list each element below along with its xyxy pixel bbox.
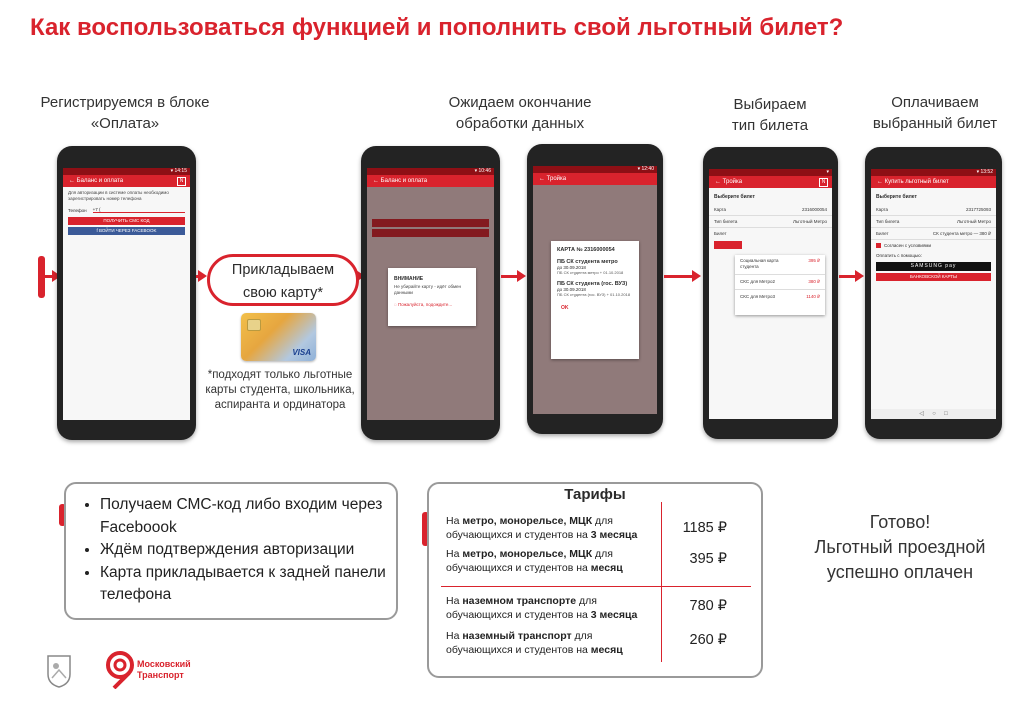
- phone5-heading: Выберите билет: [876, 194, 917, 200]
- step4-caption-line1: Оплачиваем: [891, 94, 979, 111]
- back-arrow-icon[interactable]: ←: [539, 176, 545, 182]
- card-label: Карта: [714, 207, 727, 212]
- done-line3: успешно оплачен: [826, 562, 974, 582]
- status-bar: ▾ 10:46: [367, 168, 494, 175]
- status-bar: ▾ 13:52: [871, 169, 996, 176]
- tariff-row-1: [446, 514, 656, 542]
- type-label: Тип билета: [876, 219, 900, 224]
- type-select[interactable]: Льготный Метро: [792, 219, 827, 224]
- phone4-bg-button: [714, 241, 742, 249]
- card-row: [709, 204, 832, 216]
- step-item: • Карта прикладывается к задней панели телефона: [100, 562, 396, 607]
- spinner-icon: ◌: [394, 302, 398, 307]
- visa-logo-icon: VISA: [292, 348, 311, 357]
- type-label: Тип билета: [714, 219, 738, 224]
- tariff-row-2: [446, 547, 656, 575]
- logo-text-line2: Транспорт: [137, 670, 184, 680]
- tariff-mid: для обучающихся и студентов на: [446, 548, 613, 574]
- dialog-wait-text: Пожалуйста, подождите...: [397, 302, 453, 307]
- card-value: 2316000054: [801, 207, 827, 212]
- dialog-card-number: КАРТА № 2316000054: [557, 247, 615, 253]
- tariffs-horizontal-divider: [441, 586, 751, 587]
- step3-caption-line2: тип билета: [731, 117, 809, 134]
- step3-caption-line1: Выбираем: [733, 96, 807, 113]
- phone-card-info: [527, 144, 663, 434]
- dialog-title: ВНИМАНИЕ: [394, 276, 424, 282]
- card-note: [200, 368, 360, 413]
- card-value: 2317725093: [965, 207, 991, 212]
- ticket-row: [709, 228, 832, 239]
- tariff-period: месяц: [590, 644, 623, 656]
- option-price: 1140 ₽: [806, 294, 820, 299]
- tariff-mode: наземный транспорт: [462, 630, 572, 642]
- phone1-info-text: Для авторизации в системе оплаты необходимо зарегистрировать номер телефона: [68, 190, 169, 201]
- phone1-app-bar: [63, 175, 190, 187]
- phone5-screen: [871, 169, 996, 419]
- option-name: СКС для Метро2: [740, 279, 775, 284]
- ticket-label: Билет: [714, 231, 727, 236]
- left-marker-arrow: [44, 275, 54, 278]
- arrow-phone3-to-phone4: [664, 275, 694, 278]
- bank-card-button[interactable]: БАНКОВСКОЙ КАРТЫ: [876, 273, 991, 281]
- tariffs-vertical-divider: [661, 502, 662, 662]
- agree-row[interactable]: [871, 240, 996, 251]
- item-date: до 30.09.2018: [557, 287, 586, 292]
- back-arrow-icon[interactable]: ←: [715, 179, 721, 185]
- tariff-pre: На: [446, 548, 463, 560]
- card-note-line3: аспиранта и ординатора: [214, 399, 346, 411]
- item-date: до 30.09.2018: [557, 265, 586, 270]
- card-label: Карта: [876, 207, 889, 212]
- ok-button[interactable]: OK: [561, 305, 569, 311]
- step2-caption-line1: Ожидаем окончание: [448, 94, 592, 111]
- tariff-mid: для обучающихся и студентов на: [446, 515, 613, 541]
- phone2-app-bar-title: Баланс и оплата: [380, 178, 428, 184]
- back-arrow-icon[interactable]: ←: [373, 178, 379, 184]
- item-name: ПБ СК студента метро: [557, 259, 618, 265]
- facebook-login-label: ВОЙТИ ЧЕРЕЗ FACEBOOK: [99, 228, 157, 233]
- agree-checkbox[interactable]: [876, 243, 881, 248]
- type-select[interactable]: Льготный Метро: [956, 219, 991, 224]
- type-row[interactable]: [709, 216, 832, 228]
- moscow-transport-logo-text: [137, 659, 191, 681]
- option-price: 380 ₽: [808, 279, 820, 284]
- phone3-dialog: [551, 241, 639, 359]
- tariff-period: месяц: [590, 562, 623, 574]
- card-chip-icon: [247, 319, 261, 331]
- arrow-to-pill: [196, 275, 200, 278]
- phone-choose-ticket: [703, 147, 838, 439]
- type-row[interactable]: [871, 216, 996, 228]
- tariff-pre: На: [446, 630, 463, 642]
- phone4-heading: Выберите билет: [714, 194, 755, 200]
- dialog-text: Не убирайте карту - идёт обмен данными: [394, 284, 462, 295]
- get-sms-code-button[interactable]: ПОЛУЧИТЬ СМС КОД: [68, 217, 185, 225]
- phone-registration: [57, 146, 196, 440]
- step2-caption: [415, 92, 625, 134]
- ticket-select[interactable]: СК студента метро — 380 ₽: [932, 231, 991, 236]
- item-sub: ПБ СК студента метро + 01.10.2018: [557, 270, 624, 275]
- phone-pay-ticket: [865, 147, 1002, 439]
- arrow-phone4-to-phone5: [839, 275, 857, 278]
- step2-caption-line2: обработки данных: [455, 115, 585, 132]
- steps-box: [64, 482, 398, 620]
- tariff-mode: наземном транспорте: [462, 595, 577, 607]
- tariff-pre: На: [446, 595, 463, 607]
- option-name: Социальная карта студента: [740, 258, 779, 269]
- item-sub: ПБ СК студента (гос. ВУЗ) + 01.10.2018: [557, 292, 631, 297]
- pill-line2: свою карту*: [243, 285, 323, 301]
- phone2-screen: [367, 168, 494, 420]
- ticket-options-popup: [735, 255, 825, 315]
- samsung-pay-button[interactable]: SAMSUNG pay: [876, 262, 991, 271]
- android-nav-bar: [871, 409, 996, 419]
- home-nav-icon[interactable]: ○: [932, 411, 936, 417]
- nfc-icon: N: [177, 177, 186, 186]
- done-line1: Готово!: [869, 512, 931, 532]
- dialog-item-2: [551, 277, 639, 301]
- phone4-app-bar: [709, 176, 832, 188]
- agree-label: Согласен с условиями: [884, 243, 931, 248]
- tariff-period: 3 месяца: [590, 529, 638, 541]
- arrow-pill-to-phone2: [356, 275, 358, 278]
- step3-caption: [690, 94, 850, 136]
- phone3-screen: [533, 166, 657, 414]
- moscow-transport-logo-icon: [104, 651, 136, 689]
- facebook-login-button[interactable]: [68, 227, 185, 235]
- steps-list: [66, 494, 396, 607]
- tariffs-box: [427, 482, 763, 678]
- phone1-app-bar-title: Баланс и оплата: [76, 178, 124, 184]
- option-2[interactable]: [735, 275, 825, 290]
- step4-caption-line2: выбранный билет: [872, 115, 998, 132]
- arrow-phone2-to-phone3: [501, 275, 519, 278]
- step-item: • Получаем СМС-код либо входим через Faceboook: [100, 494, 396, 539]
- option-3[interactable]: [735, 290, 825, 304]
- step4-caption: [855, 92, 1015, 134]
- phone4-app-bar-title: Тройка: [722, 179, 743, 185]
- phone-label: Телефон: [68, 207, 87, 213]
- item-name: ПБ СК студента (гос. ВУЗ): [557, 281, 628, 287]
- tariff-mid: для обучающихся и студентов на: [446, 630, 593, 656]
- back-arrow-icon[interactable]: ←: [877, 179, 883, 185]
- recents-nav-icon[interactable]: □: [944, 411, 948, 417]
- nfc-icon: N: [819, 178, 828, 187]
- phone-input[interactable]: +7 (: [93, 207, 185, 213]
- step1-caption-line1: Регистрируемся в блоке: [40, 94, 210, 111]
- phone-processing: [361, 146, 500, 440]
- card-row: [871, 204, 996, 216]
- phone5-app-bar: [871, 176, 996, 188]
- tariff-price: 395 ₽: [689, 551, 727, 567]
- tariff-pre: На: [446, 515, 463, 527]
- done-message: [790, 510, 1010, 585]
- tariff-mid: для обучающихся и студентов на: [446, 595, 597, 621]
- logo-text-line1: Московский: [137, 659, 191, 669]
- card-note-line2: карты студента, школьника,: [205, 384, 355, 396]
- step1-caption-line2: «Оплата»: [90, 115, 160, 132]
- phone2-app-bar: [367, 175, 494, 187]
- tariff-price: 780 ₽: [689, 598, 727, 614]
- tariff-period: 3 месяца: [590, 609, 638, 621]
- phone1-screen: [63, 168, 190, 420]
- tariff-mode: метро, монорельсе, МЦК: [462, 548, 593, 560]
- facebook-icon: f: [96, 228, 100, 233]
- card-note-line1: *подходят только льготные: [207, 369, 353, 381]
- tariffs-title: Тарифы: [564, 486, 626, 503]
- phone3-app-bar: [533, 173, 657, 185]
- status-bar: ▾ 12:40: [533, 166, 657, 173]
- phone1-phone-row: [63, 205, 190, 215]
- step-item: • Ждём подтверждения авторизации: [100, 539, 396, 562]
- pay-with-label: Оплатить с помощью:: [876, 253, 922, 258]
- step1-caption: [20, 92, 230, 134]
- done-line2: Льготный проездной: [814, 537, 986, 557]
- tariff-mode: метро, монорельсе, МЦК: [462, 515, 593, 527]
- back-arrow-icon[interactable]: ←: [69, 178, 75, 184]
- status-bar: ▾: [709, 169, 832, 176]
- tap-card-pill: [207, 254, 359, 306]
- status-bar: ▾ 14:15: [63, 168, 190, 175]
- pill-line1: Прикладываем: [231, 262, 335, 278]
- student-card-image: [241, 313, 316, 361]
- option-name: СКС для Метро3: [740, 294, 775, 299]
- phone4-screen: [709, 169, 832, 419]
- tariff-price: 1185 ₽: [682, 520, 727, 536]
- option-1[interactable]: [735, 255, 825, 275]
- phone2-dialog: [388, 268, 476, 326]
- option-price: 395 ₽: [808, 258, 820, 263]
- ticket-label: Билет: [876, 231, 889, 236]
- moscow-coat-of-arms-icon: [46, 654, 72, 688]
- tariff-row-3: [446, 594, 656, 622]
- tariff-price: 260 ₽: [689, 632, 727, 648]
- tariff-row-4: [446, 629, 656, 657]
- dialog-wait: [388, 296, 476, 307]
- dialog-item-1: [551, 257, 639, 277]
- phone3-app-bar-title: Тройка: [546, 176, 567, 182]
- ticket-row[interactable]: [871, 228, 996, 240]
- back-nav-icon[interactable]: ◁: [919, 411, 924, 417]
- phone5-app-bar-title: Купить льготный билет: [884, 179, 949, 185]
- page-title: Как воспользоваться функцией и пополнить свой льготный билет?: [30, 14, 844, 41]
